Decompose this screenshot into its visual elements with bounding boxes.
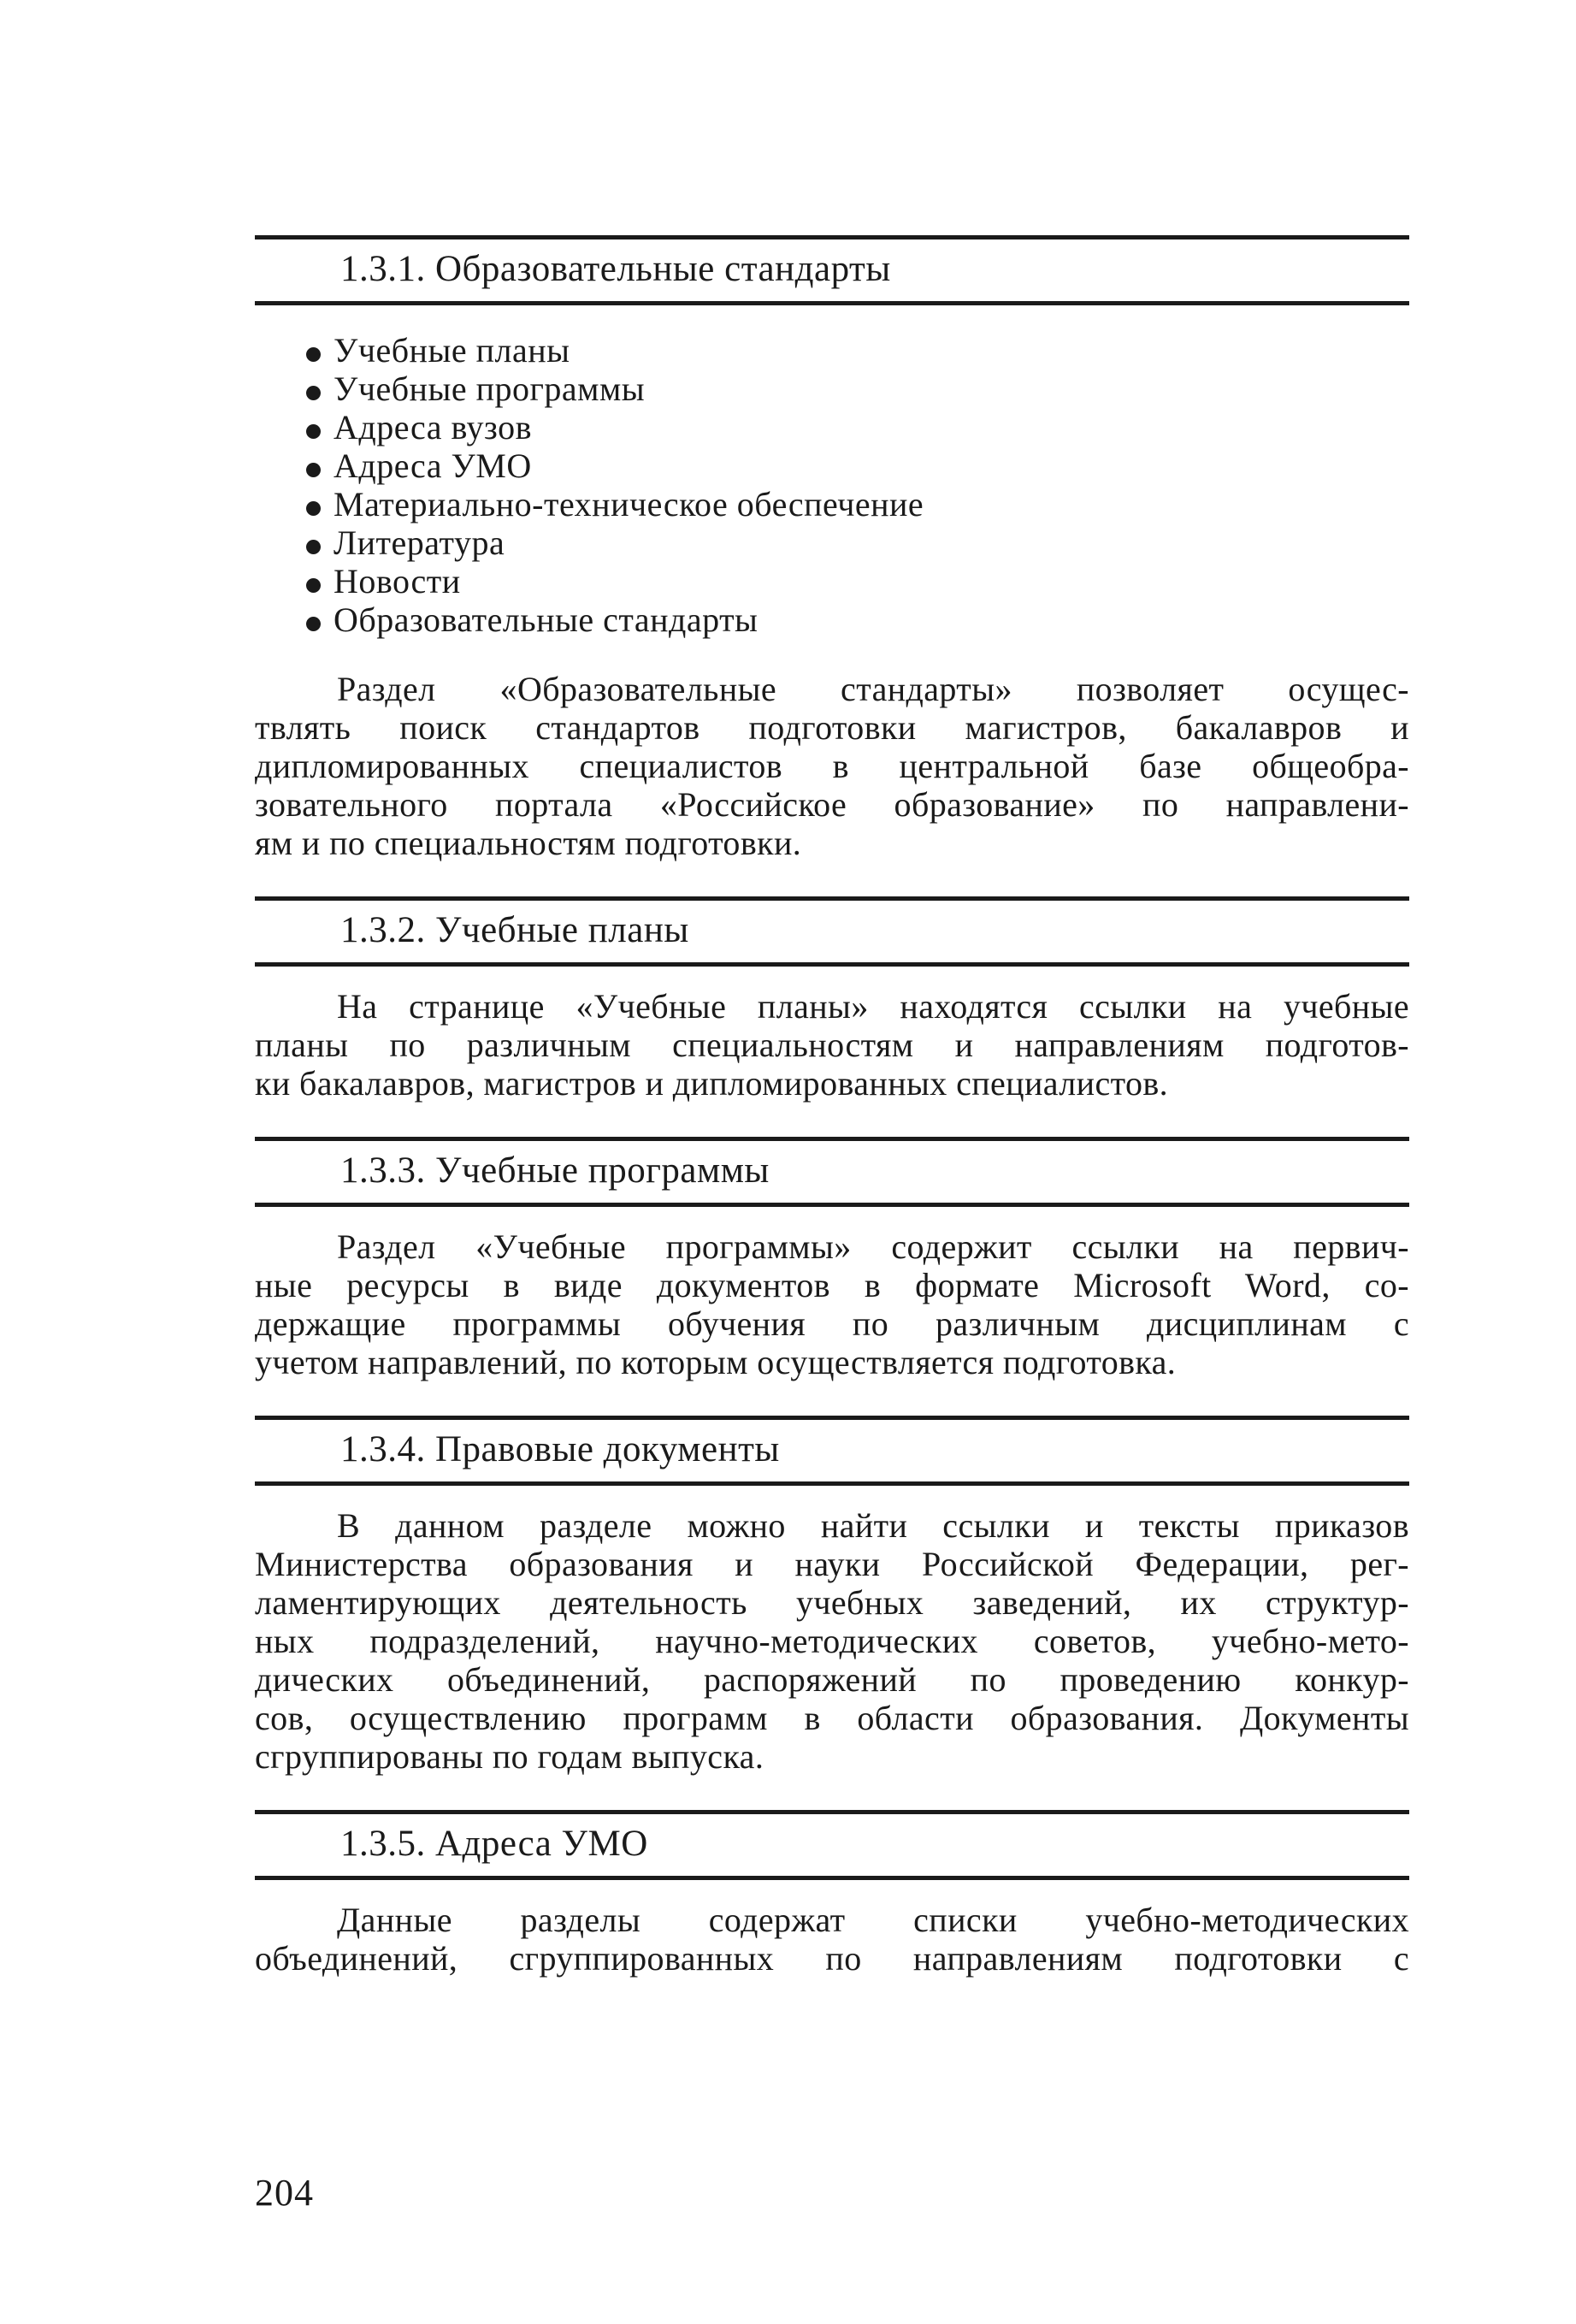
paragraph-line: В данном разделе можно найти ссылки и тексты приказов bbox=[337, 1506, 1409, 1545]
paragraph-line: учетом направлений, по которым осуществляется подготовка. bbox=[255, 1343, 1177, 1381]
paragraph-line: ям и по специальностям подготовки. bbox=[255, 824, 802, 862]
paragraph-line: Министерства образования и науки Российской Федерации, рег- bbox=[255, 1545, 1409, 1583]
paragraph-line: дических объединений, распоряжений по проведению конкур- bbox=[255, 1660, 1409, 1699]
paragraph-line: Данные разделы содержат списки учебно-методических bbox=[337, 1901, 1409, 1939]
section-heading-text: 1.3.2. Учебные планы bbox=[340, 909, 689, 950]
section-heading-1-3-2 bbox=[255, 896, 1409, 967]
paragraph-line: держащие программы обучения по различным дисциплинам с bbox=[255, 1304, 1409, 1343]
paragraph-line: ных подразделений, научно-методических советов, учебно-мето- bbox=[255, 1622, 1409, 1660]
paragraph-line: Раздел «Образовательные стандарты» позволяет осущес- bbox=[337, 670, 1409, 708]
section-heading-text: 1.3.5. Адреса УМО bbox=[340, 1823, 648, 1864]
section-paragraph bbox=[255, 670, 1409, 862]
paragraph-line: На странице «Учебные планы» находятся ссылки на учебные bbox=[337, 987, 1409, 1026]
page-body bbox=[255, 235, 1409, 1978]
list-item: Учебные программы bbox=[306, 370, 1409, 408]
paragraph-line: объединений, сгруппированных по направлениям подготовки с bbox=[255, 1939, 1409, 1978]
list-item: Литература bbox=[306, 523, 1409, 562]
list-item: Материально-техническое обеспечение bbox=[306, 485, 1409, 523]
paragraph-line: сгруппированы по годам выпуска. bbox=[255, 1737, 764, 1776]
list-item: Новости bbox=[306, 562, 1409, 600]
paragraph-line: сов, осуществлению программ в области образования. Документы bbox=[255, 1699, 1409, 1737]
paragraph-line: планы по различным специальностям и направлениям подготов- bbox=[255, 1026, 1409, 1064]
paragraph-line: твлять поиск стандартов подготовки магистров, бакалавров и bbox=[255, 708, 1409, 747]
section-paragraph bbox=[255, 987, 1409, 1103]
section-heading-text: 1.3.3. Учебные программы bbox=[340, 1150, 770, 1191]
section-heading-1-3-5 bbox=[255, 1810, 1409, 1880]
paragraph-line: дипломированных специалистов в центральной базе общеобра- bbox=[255, 747, 1409, 785]
list-item: Адреса УМО bbox=[306, 446, 1409, 485]
section-heading-text: 1.3.4. Правовые документы bbox=[340, 1428, 780, 1470]
section-heading-1-3-1 bbox=[255, 235, 1409, 305]
list-item: Адреса вузов bbox=[306, 408, 1409, 446]
paragraph-line: ки бакалавров, магистров и дипломированных специалистов. bbox=[255, 1064, 1169, 1103]
section-heading-1-3-4 bbox=[255, 1416, 1409, 1486]
section-paragraph bbox=[255, 1506, 1409, 1776]
paragraph-line: зовательного портала «Российское образование» по направлени- bbox=[255, 785, 1409, 824]
list-item: Учебные планы bbox=[306, 331, 1409, 370]
section-paragraph bbox=[255, 1901, 1409, 1978]
section-heading-text: 1.3.1. Образовательные стандарты bbox=[340, 248, 891, 289]
page-number: 204 bbox=[255, 2172, 314, 2214]
section-paragraph bbox=[255, 1227, 1409, 1381]
bullet-list bbox=[255, 331, 1409, 639]
section-heading-1-3-3 bbox=[255, 1137, 1409, 1207]
paragraph-line: ламентирующих деятельность учебных заведений, их структур- bbox=[255, 1583, 1409, 1622]
paragraph-line: Раздел «Учебные программы» содержит ссылки на первич- bbox=[337, 1227, 1409, 1266]
list-item: Образовательные стандарты bbox=[306, 600, 1409, 639]
paragraph-line: ные ресурсы в виде документов в формате Microsoft Word, со- bbox=[255, 1266, 1409, 1304]
